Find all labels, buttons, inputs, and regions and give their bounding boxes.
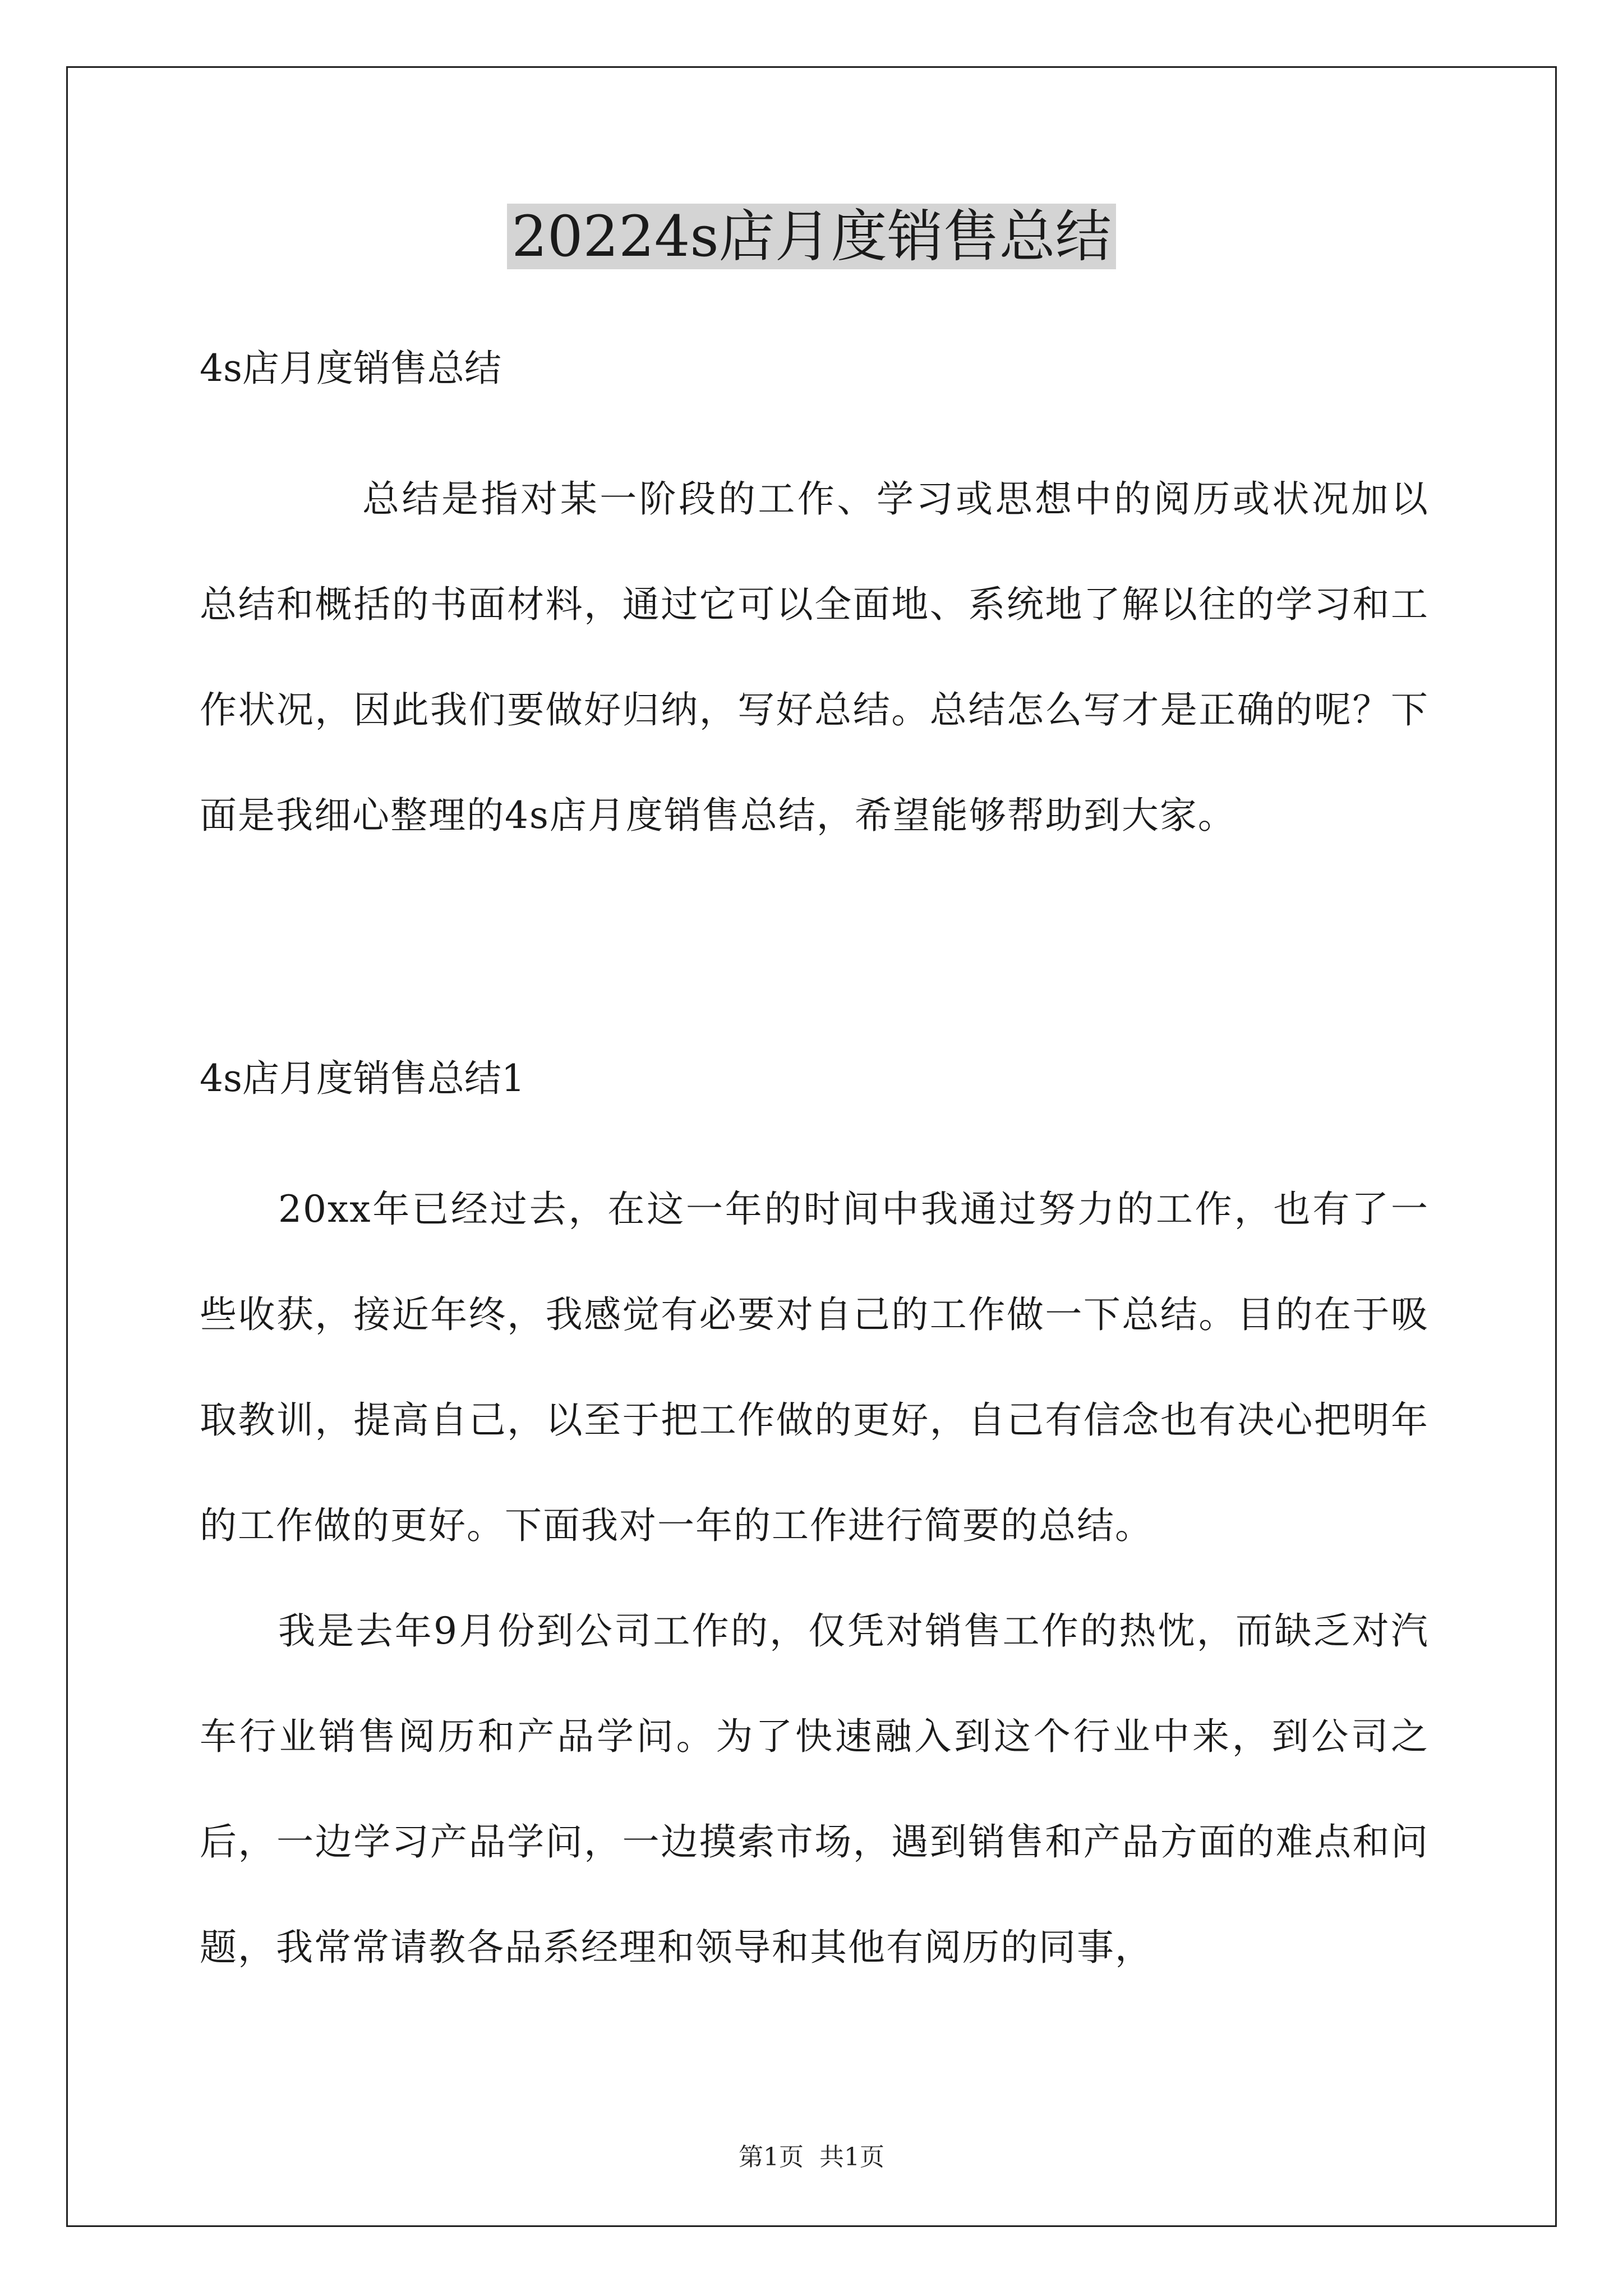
intro-paragraph: 总结是指对某一阶段的工作、学习或思想中的阅历或状况加以总结和概括的书面材料，通过它可以全面地、系统地了解以往的学习和工作状况，因此我们要做好归纳，写好总结。总结怎么写才是正确的呢？下面是我细心整理的4s店月度销售总结，希望能够帮助到大家。 — [200, 477, 1429, 837]
document-title — [0, 197, 1623, 276]
body-paragraph-1: 20xx年已经过去，在这一年的时间中我通过努力的工作，也有了一些收获，接近年终，我感觉有必要对自己的工作做一下总结。目的在于吸取教训，提高自己，以至于把工作做的更好，自己有信念也有决心把明年的工作做的更好。下面我对一年的工作进行简要的总结。 — [200, 1188, 1429, 1547]
page-footer — [0, 2142, 1623, 2173]
document-body — [200, 342, 1429, 2000]
page-total: 共1页 — [819, 2143, 884, 2171]
body-paragraph-2: 我是去年9月份到公司工作的，仅凭对销售工作的热忱，而缺乏对汽车行业销售阅历和产品学问。为了快速融入到这个行业中来，到公司之后，一边学习产品学问，一边摸索市场，遇到销售和产品方面的难点和问题，我常常请教各品系经理和领导和其他有阅历的同事， — [200, 1609, 1429, 1969]
section-heading: 4s店月度销售总结1 — [200, 1057, 525, 1100]
page-number: 第1页 — [739, 2143, 804, 2171]
document-subtitle: 4s店月度销售总结 — [200, 347, 501, 390]
document-title-text: 20224s店月度销售总结 — [507, 204, 1115, 269]
